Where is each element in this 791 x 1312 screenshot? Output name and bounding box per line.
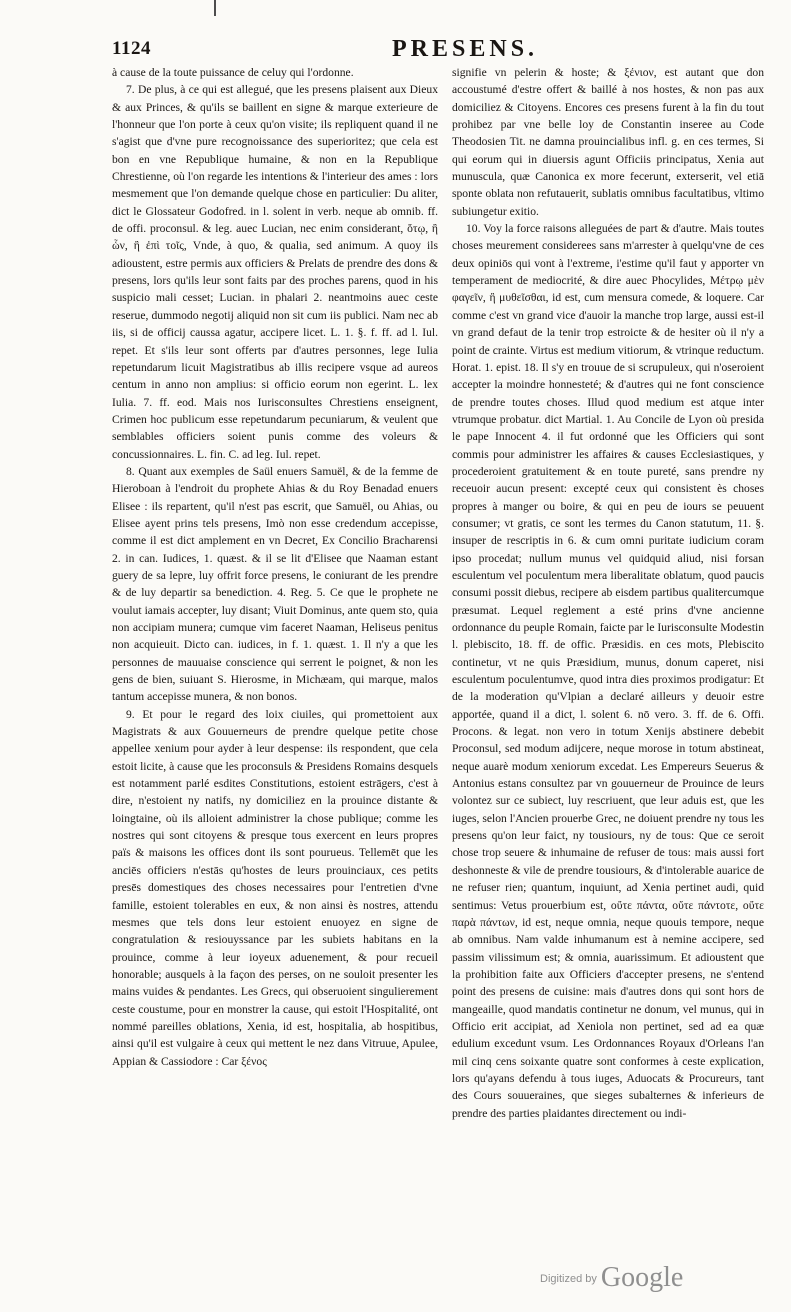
paragraph-continuation: à cause de la toute puissance de celuy qui l'ordonne. (112, 66, 354, 79)
paragraph-9: 9. Et pour le regard des loix ciuiles, qui promettoient aux Magistrats & aux Gouuerneurs de prendre quelque petite chose appellee xenium pour ayder à leur despense: ils respondent, que cela estoit licite, à cause que les proconsuls & Presidens Romains desquels est notamment parlé esdites Constitutions, estoient estrāgers, c'est à dire, n'estoient ny natifs, ny domiciliez en la prouince distante & loingtaine, où ils alloient administrer la chose publique; comme les nostres qui sont citoyens & presque tous exercent en leurs propres païs & maisons les offices dont ils sont pourueus. Tellemēt que les anciēs officiers n'estās qu'hostes de leurs prouinciaux, ces petits presēs domestiques des choses necessaires pour l'entretien d'vne famille, estoient tolerables en eux, & non ainsi ès nostres, attendu mesmes que tels dons leur estoient enuoyez en signe de congratulation & resiouyssance par les subiets habitans en la prouince, comme à leur ioyeux aduenement, & pour recueil honorable; ausquels à la façon des perses, on ne souloit presenter les mains vuides & pendantes. Les Grecs, qui obseruoient singulierement ceste coustume, pour en monstrer la cause, qui estoit l'Hospitalité, ont nommé pareilles oblations, Xenia, id est, hospitalia, ab hospitibus, ainsi qu'il est vulgaire à ceux qui mettent le nez dans Vitruue, Apulee, Appian & Cassiodore : Car ξένος (112, 707, 438, 1068)
paragraph-8: 8. Quant aux exemples de Saül enuers Samuël, & de la femme de Hieroboan à l'endroit du prophete Ahias & du Roy Benadad enuers Elisee : ils repartent, qu'il n'est pas escrit, que Samuël, ou Ahias, ou Elisee ayent prins tels presens, Imò non esse credendum accepisse, comme il est dict amplement en vn Decret, Ex Concilio Bracharensi 2. in can. Iudices, 1. quæst. & il se lit d'Elisee que Naaman estant guery de sa lepre, luy offrit force presens, le coniurant de les prendre & de luy departir sa benediction. 4. Reg. 5. Ce que le prophete ne voulut iamais accepter, luy disant; Viuit Dominus, ante quem sto, quia non accipiam munera; cumque vim faceret Naaman, Heliseus penitus non acquieuit. Dicto can. iudices, in f. 1. quæst. 1. Il n'y a que les personnes de mauuaise conscience qui serrent le poignet, & non les gens de bien, suiuant S. Hierosme, in Michæam, qui marque, malos tantum accepisse munera, & non bonos. (112, 464, 438, 704)
page-number: 1124 (112, 38, 151, 59)
google-logo: Google (600, 1262, 684, 1293)
paragraph-10: 10. Voy la force raisons alleguées de part & d'autre. Mais toutes choses meurement considerees sans m'arrester à quelqu'vne de ces deux opiniōs qui vont à l'extreme, i'estime qu'il faut y apporter vn temperament de mediocrité, & dire auec Phocylides, Μέτρῳ μὲν φαγεῖν, ἢ μυθεῖσθαι, id est, cum mensura comede, & loquere. Car comme c'est vn grand vice d'auoir la manche trop large, aussi est-il vn grand defaut de la tenir trop estroicte & de hesiter où il n'y a point de crainte. Virtus est medium vitiorum, & vtrinque reductum. Horat. 1. epist. 18. Il s'y en trouue de si scrupuleux, qui n'oseroient accepter la moindre honnesteté; & d'autres qui ne font conscience de prendre toutes choses. Illud quod medium est atque inter vtrumque probatur. dict Martial. 1. Au Concile de Lyon où presida le pape Innocent 4. il fut ordonné que les Officiers qui sont commis pour administrer les affaires & causes Ecclesiastiques, y procederoient gratuitement & en toute pureté, sans prendre ny receuoir aucun present: excepté ceux qui consistent ès choses propres à manger ou boire, & qui en peu de iours se peuuent consumer; vt gratis, ce sont les termes du Canon statutum, 11. §. insuper de rescriptis in 6. & cum omni puritate iudicium coram ipso procedat; nullum munus vel quidquid aliud, nisi forsan esculentum vel poculentum mera liberalitate oblatum, quod paucis consumi possit diebus, recipere ab eisdem partibus qualitercumque præsumat. Lequel reglement a esté prins d'vne ancienne ordonnance du peuple Romain, faicte par le Iurisconsulte Modestin l. plebiscito, 18. ff. de offic. Præsidis. en ces mots, Plebiscito continetur, vt ne quis Præsidium, munus, donum caperet, nisi esculentum poculentumve, quod intra dies proximos prodigatur: Et de la moderation qu'Vlpian a declaré ailleurs y deuoir estre apportée, quand il a dict, l. solent 6. nō vero. 3. ff. de 6. Offi. Procons. & legat. non vero in totum Xenijs abstinere debebit Proconsul, sed modum adijcere, neque morose in totum abstineat, neque auarè modum xeniorum excedat. Les Empereurs Seuerus & Antonius estans consultez par vn gouuerneur de Prouince de leurs volontez sur ce subiect, luy rescriuent, que leur aduis est, que les iuges, selon l'Ancien prouerbe Grec, ne doiuent prendre ny tous les presens qu'on leur faict, ny tousiours, ny de tous: Que ce seroit chose trop seuere & inhumaine de refuser de tous: mais aussi fort deshonneste & vile de prendre tousiours, & d'intolerable auarice de ne refuser rien; quantum, inquiunt, ad Xenia pertinet audi, quid sentimus: Vetus prouerbium est, οὔτε πάντα, οὔτε πάντοτε, οὔτε παρὰ πάντων, id est, neque omnia, neque quouis tempore, neque ab omnibus. Nam valde inhumanum est à nemine accipere, sed passim vilissimum est; & omnia, auarissimum. Et adioustent que la prohibition faite aux Officiers d'accepter presens, ne s'entend point des presens de cuisine: mais d'autres dons qui sont hors de mangeaille, quod mandatis continetur ne donum, vel munus, qui in Officio erit accipiat, ad Xeniola non pertinet, sed ad ea quæ edulium excedunt vsum. Les Ordonnances Royaux d'Orleans l'an mil cinq cens soixante quatre sont conformes à ceste explication, lors qu'ayans defendu à tous iuges, Aduocats & Procureurs, tant des Cours souueraines, que sieges subalternes & inferieurs de prendre des parties plaidantes directement ou indi- (452, 222, 764, 1120)
page-header (112, 34, 762, 64)
paragraph-9-continued: signifie vn pelerin & hoste; & ξένιον, est autant que don accoustumé d'estre offert & baillé à nos hostes, & non pas aux domiciliez & Citoyens. Encores ces presens furent à la fin du tout prohibez par vne belle loy de Constantin inseree au Code Theodosien Tit. ne damna prouincialibus infl. g. en ces termes, Si qui eorum qui in diuersis agunt Officiis principatus, Xenia aut munuscula, quæ Canonica ex more fecerunt, exterserit, vel etiā sponte oblata non refutauerit, sublatis omnibus facultatibus, vltimo subiungetur exitio. (452, 66, 764, 218)
running-head: PRESENS. (392, 36, 539, 62)
right-column (452, 64, 764, 1122)
scan-mark (214, 0, 216, 16)
left-column (112, 64, 438, 1070)
watermark-prefix: Digitized by (540, 1273, 597, 1285)
paragraph-7: 7. De plus, à ce qui est allegué, que les presens plaisent aux Dieux & aux Princes, & qu'ils se baillent en signe & marque exterieure de l'honneur que l'on porte à ceux qu'on visite; ils repliquent quand il ne s'agist que d'vne pure recognoissance des superioritez; que cela est bon en vne Republique humaine, & non en la Republique Chrestienne, où l'on regarde les intentions & l'interieur des ames : lors mesmement que l'on demande quelque chose en particulier: Du aliter, dict le Glossateur Godofred. in l. solent in verb. neque ab omnib. ff. de offi. proconsul. & leg. auec Lucian, nec enim considerant, ὅτῳ, ἢ ὧν, ἢ ἐπὶ τοῖς, Vnde, à quo, & qualia, sed animum. A quoy ils adioustent, estre permis aux officiers & Prelats de prendre des dons & presens, lors qu'ils leur sont faits par des proches parens, quod in his suspicio mali cesset; Lucian. in phalari 2. neantmoins auec ceste reserue, dummodo negotij aliquid non sit cum iis publici. Nam nec ab iis, si de officij caussa agatur, accipere licet. L. 1. §. f. ff. ad l. Iul. repet. Et s'ils leur sont offerts par d'autres personnes, lege Iulia repetundarum licuit Magistratibus ab illis recipere vsque ad aureos centum in anno non amplius: si officio eorum non egerint. L. lex Iulia. 7. ff. eod. Mais nos Iurisconsultes Chrestiens enseignent, Crimen hoc publicum esse repetundarum pecuniarum, & veulent que semblables officiers soient punis comme des voleurs & concussionnaires. L. fin. C. ad leg. Iul. repet. (112, 83, 438, 461)
digitized-by-google-watermark (540, 1262, 683, 1294)
